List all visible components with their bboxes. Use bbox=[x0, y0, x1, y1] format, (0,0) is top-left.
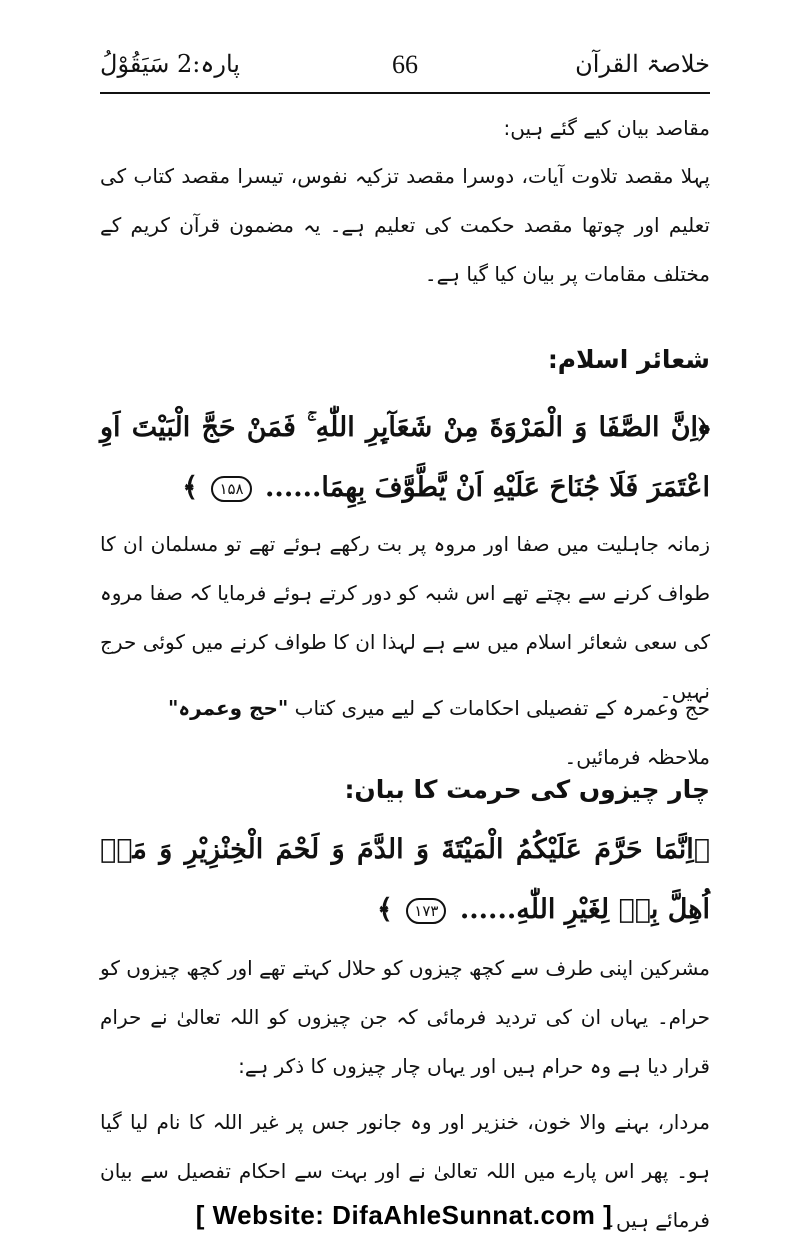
hajj-note bbox=[100, 684, 710, 782]
shaair-paragraph: زمانہ جاہلیت میں صفا اور مروہ پر بت رکھے ہوئے تھے تو مسلمان ان کا طواف کرنے سے بچتے تھے اس شبہ کو دور کرتے ہوئے فرمایا کہ صفا مروہ کی سعی شعائر اسلام میں سے ہے لہذا ان کا طواف کرنے میں کوئی حرج نہیں۔ bbox=[100, 532, 710, 703]
page-number: 66 bbox=[392, 50, 418, 79]
ayah-close-bracket: ﴾ bbox=[377, 894, 393, 925]
hajj-note-pre: حج وعمرہ کے تفصیلی احکامات کے لیے میری کتاب bbox=[288, 696, 710, 720]
ayah-close-bracket: ﴾ bbox=[182, 472, 199, 503]
hurmat-paragraph-2: مردار، بہنے والا خون، خنزیر اور وہ جانور جس پر غیر اللہ کا نام لیا گیا ہو۔ پھر اس پارے میں اللہ تعالیٰ نے اور بہت سے احکام تفصیل سے بیان فرمائے ہیں۔ bbox=[100, 1110, 710, 1232]
ayah-number-badge: ۱۵۸ bbox=[211, 476, 251, 502]
ayah-text: ﴿اِنَّ الصَّفَا وَ الْمَرْوَةَ مِنْ شَعَآىِٕرِ اللّٰهِ ۚ فَمَنْ حَجَّ الْبَیْتَ اَوِ اعْتَمَرَ فَلَا جُنَاحَ عَلَیْهِ اَنْ یَّطَّوَّفَ بِهِمَا...... bbox=[100, 412, 710, 503]
website-footer: [ Website: DifaAhleSunnat.com ] bbox=[195, 1200, 613, 1230]
intro-paragraph: پہلا مقصد تلاوت آیات، دوسرا مقصد تزکیہ نفوس، تیسرا مقصد کتاب کی تعلیم اور چوتھا مقصد حکمت کی تعلیم ہے۔ یہ مضمون قرآن کریم کے مختلف مقامات پر بیان کیا گیا ہے۔ bbox=[100, 164, 710, 286]
hajj-note-post: ملاحظہ فرمائیں۔ bbox=[564, 745, 710, 769]
heading-hurmat: چار چیزوں کی حرمت کا بیان: bbox=[344, 775, 710, 804]
ayah-text: ﴿اِنَّمَا حَرَّمَ عَلَیْكُمُ الْمَیْتَةَ وَ الدَّمَ وَ لَحْمَ الْخِنْزِیْرِ وَ مَاۤ اُهِلَّ بِهٖ لِغَیْرِ اللّٰهِ...... bbox=[100, 834, 710, 925]
ayah-number-badge: ۱۷۳ bbox=[406, 898, 446, 924]
page-header bbox=[100, 44, 710, 88]
ayah-hurmat bbox=[100, 820, 710, 940]
heading-shaair-islam: شعائر اسلام: bbox=[547, 345, 710, 374]
header-divider bbox=[100, 92, 710, 94]
hurmat-paragraph-1: مشرکین اپنی طرف سے کچھ چیزوں کو حلال کہتے تھے اور کچھ چیزوں کو حرام۔ یہاں ان کی تردید فرمائی کہ جن چیزوں کو اللہ تعالیٰ نے حرام قرار دیا ہے وہ حرام ہیں اور یہاں چار چیزوں کا ذکر ہے: bbox=[100, 956, 710, 1078]
para-label: پارہ:2 سَیَقُوْلُ bbox=[100, 50, 240, 78]
book-title: خلاصۃ القرآن bbox=[575, 50, 710, 78]
ayah-safa-marwa bbox=[100, 398, 710, 518]
intro-lead: مقاصد بیان کیے گئے ہیں: bbox=[503, 116, 710, 140]
hajj-book-title: "حج وعمرہ" bbox=[168, 696, 289, 720]
